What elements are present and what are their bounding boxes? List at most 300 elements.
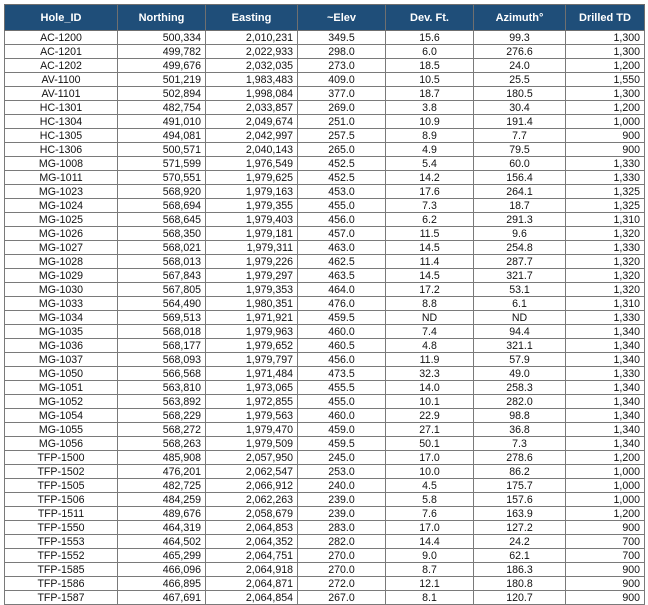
northing-cell: 567,843: [118, 269, 206, 283]
deviation-cell: 14.4: [386, 535, 474, 549]
easting-cell: 2,032,035: [206, 59, 298, 73]
hole-id-cell: MG-1036: [5, 339, 118, 353]
elevation-cell: 270.0: [298, 549, 386, 563]
table-row: [5, 31, 645, 45]
deviation-cell: 17.0: [386, 451, 474, 465]
northing-cell: 566,568: [118, 367, 206, 381]
table-row: [5, 185, 645, 199]
easting-cell: 2,064,751: [206, 549, 298, 563]
drilled-td-cell: 900: [566, 521, 645, 535]
table-row: [5, 59, 645, 73]
elevation-cell: 282.0: [298, 535, 386, 549]
easting-cell: 1,979,297: [206, 269, 298, 283]
azimuth-cell: 57.9: [474, 353, 566, 367]
azimuth-cell: 25.5: [474, 73, 566, 87]
northing-cell: 568,694: [118, 199, 206, 213]
elevation-cell: 463.0: [298, 241, 386, 255]
deviation-cell: 17.0: [386, 521, 474, 535]
easting-cell: 2,064,918: [206, 563, 298, 577]
drilled-td-cell: 1,320: [566, 283, 645, 297]
northing-cell: 568,018: [118, 325, 206, 339]
elevation-cell: 240.0: [298, 479, 386, 493]
table-row: [5, 535, 645, 549]
azimuth-cell: 79.5: [474, 143, 566, 157]
northing-cell: 568,177: [118, 339, 206, 353]
easting-cell: 2,010,231: [206, 31, 298, 45]
easting-cell: 1,979,226: [206, 255, 298, 269]
northing-cell: 571,599: [118, 157, 206, 171]
drilled-td-cell: 1,325: [566, 199, 645, 213]
hole-id-cell: AV-1101: [5, 87, 118, 101]
northing-cell: 568,272: [118, 423, 206, 437]
table-row: [5, 353, 645, 367]
elevation-cell: 459.5: [298, 437, 386, 451]
elevation-cell: 409.0: [298, 73, 386, 87]
azimuth-cell: 180.8: [474, 577, 566, 591]
table-row: [5, 423, 645, 437]
drilled-td-cell: 1,310: [566, 297, 645, 311]
easting-cell: 1,983,483: [206, 73, 298, 87]
elevation-cell: 476.0: [298, 297, 386, 311]
easting-cell: 2,033,857: [206, 101, 298, 115]
azimuth-cell: 53.1: [474, 283, 566, 297]
hole-id-cell: AV-1100: [5, 73, 118, 87]
hole-id-cell: TFP-1511: [5, 507, 118, 521]
elevation-cell: 298.0: [298, 45, 386, 59]
drilled-td-cell: 1,320: [566, 227, 645, 241]
drilled-td-cell: 1,000: [566, 465, 645, 479]
drilled-td-cell: 1,340: [566, 339, 645, 353]
easting-cell: 2,064,854: [206, 591, 298, 605]
deviation-cell: 11.4: [386, 255, 474, 269]
deviation-cell: 6.0: [386, 45, 474, 59]
elevation-cell: 455.0: [298, 395, 386, 409]
deviation-cell: 14.2: [386, 171, 474, 185]
table-row: [5, 45, 645, 59]
table-row: [5, 437, 645, 451]
deviation-cell: 10.0: [386, 465, 474, 479]
table-row: [5, 129, 645, 143]
easting-cell: 1,979,625: [206, 171, 298, 185]
drilled-td-cell: 900: [566, 129, 645, 143]
hole-id-cell: MG-1008: [5, 157, 118, 171]
elevation-cell: 251.0: [298, 115, 386, 129]
hole-id-cell: TFP-1550: [5, 521, 118, 535]
azimuth-cell: 9.6: [474, 227, 566, 241]
azimuth-cell: 254.8: [474, 241, 566, 255]
northing-cell: 484,259: [118, 493, 206, 507]
elevation-cell: 272.0: [298, 577, 386, 591]
deviation-cell: 15.6: [386, 31, 474, 45]
northing-cell: 464,502: [118, 535, 206, 549]
table-row: [5, 367, 645, 381]
table-row: [5, 311, 645, 325]
drilled-td-cell: 1,330: [566, 311, 645, 325]
hole-id-cell: MG-1056: [5, 437, 118, 451]
northing-cell: 568,263: [118, 437, 206, 451]
drilled-td-cell: 1,330: [566, 241, 645, 255]
easting-cell: 2,049,674: [206, 115, 298, 129]
azimuth-cell: 180.5: [474, 87, 566, 101]
hole-id-cell: MG-1037: [5, 353, 118, 367]
elevation-cell: 349.5: [298, 31, 386, 45]
table-row: [5, 171, 645, 185]
elevation-cell: 452.5: [298, 157, 386, 171]
table-row: [5, 297, 645, 311]
deviation-cell: 18.7: [386, 87, 474, 101]
easting-cell: 1,980,351: [206, 297, 298, 311]
table-row: [5, 325, 645, 339]
deviation-cell: 4.5: [386, 479, 474, 493]
hole-id-cell: MG-1050: [5, 367, 118, 381]
northing-cell: 482,754: [118, 101, 206, 115]
drilled-td-cell: 1,300: [566, 31, 645, 45]
drilled-td-cell: 900: [566, 143, 645, 157]
table-row: [5, 199, 645, 213]
easting-cell: 1,979,181: [206, 227, 298, 241]
easting-cell: 2,062,547: [206, 465, 298, 479]
easting-cell: 2,042,997: [206, 129, 298, 143]
hole-id-cell: TFP-1502: [5, 465, 118, 479]
elevation-cell: 462.5: [298, 255, 386, 269]
northing-cell: 494,081: [118, 129, 206, 143]
hole-id-cell: TFP-1553: [5, 535, 118, 549]
table-row: [5, 493, 645, 507]
azimuth-cell: 157.6: [474, 493, 566, 507]
hole-id-cell: AC-1200: [5, 31, 118, 45]
hole-id-cell: MG-1052: [5, 395, 118, 409]
hole-id-cell: TFP-1552: [5, 549, 118, 563]
hole-id-cell: MG-1035: [5, 325, 118, 339]
easting-cell: 2,064,853: [206, 521, 298, 535]
column-header-deviation: Dev. Ft.: [386, 5, 474, 31]
drilled-td-cell: 700: [566, 535, 645, 549]
drilled-td-cell: 1,300: [566, 45, 645, 59]
column-header-northing: Northing: [118, 5, 206, 31]
northing-cell: 466,895: [118, 577, 206, 591]
northing-cell: 568,021: [118, 241, 206, 255]
drilled-td-cell: 1,330: [566, 171, 645, 185]
easting-cell: 2,057,950: [206, 451, 298, 465]
table-row: [5, 395, 645, 409]
azimuth-cell: 60.0: [474, 157, 566, 171]
drilled-td-cell: 1,310: [566, 213, 645, 227]
table-row: [5, 87, 645, 101]
elevation-cell: 453.0: [298, 185, 386, 199]
azimuth-cell: 264.1: [474, 185, 566, 199]
elevation-cell: 455.0: [298, 199, 386, 213]
northing-cell: 563,810: [118, 381, 206, 395]
deviation-cell: 18.5: [386, 59, 474, 73]
azimuth-cell: 163.9: [474, 507, 566, 521]
hole-id-cell: MG-1034: [5, 311, 118, 325]
drilled-td-cell: 1,340: [566, 381, 645, 395]
easting-cell: 1,998,084: [206, 87, 298, 101]
northing-cell: 467,691: [118, 591, 206, 605]
deviation-cell: 10.1: [386, 395, 474, 409]
drilled-td-cell: 1,320: [566, 269, 645, 283]
drilled-td-cell: 1,340: [566, 423, 645, 437]
azimuth-cell: 276.6: [474, 45, 566, 59]
drilled-td-cell: 1,000: [566, 479, 645, 493]
azimuth-cell: 49.0: [474, 367, 566, 381]
hole-id-cell: MG-1051: [5, 381, 118, 395]
hole-id-cell: MG-1029: [5, 269, 118, 283]
table-row: [5, 563, 645, 577]
column-header-easting: Easting: [206, 5, 298, 31]
table-header-row: [5, 5, 645, 31]
elevation-cell: 459.5: [298, 311, 386, 325]
table-row: [5, 255, 645, 269]
table-row: [5, 465, 645, 479]
elevation-cell: 460.5: [298, 339, 386, 353]
azimuth-cell: 287.7: [474, 255, 566, 269]
easting-cell: 1,979,163: [206, 185, 298, 199]
table-row: [5, 143, 645, 157]
hole-id-cell: HC-1305: [5, 129, 118, 143]
northing-cell: 489,676: [118, 507, 206, 521]
deviation-cell: 5.8: [386, 493, 474, 507]
easting-cell: 2,062,263: [206, 493, 298, 507]
elevation-cell: 270.0: [298, 563, 386, 577]
azimuth-cell: ND: [474, 311, 566, 325]
hole-id-cell: MG-1024: [5, 199, 118, 213]
deviation-cell: 7.6: [386, 507, 474, 521]
northing-cell: 476,201: [118, 465, 206, 479]
elevation-cell: 459.0: [298, 423, 386, 437]
elevation-cell: 283.0: [298, 521, 386, 535]
hole-id-cell: TFP-1505: [5, 479, 118, 493]
azimuth-cell: 186.3: [474, 563, 566, 577]
column-header-drilled-td: Drilled TD: [566, 5, 645, 31]
easting-cell: 1,979,797: [206, 353, 298, 367]
hole-id-cell: AC-1202: [5, 59, 118, 73]
azimuth-cell: 175.7: [474, 479, 566, 493]
northing-cell: 465,299: [118, 549, 206, 563]
deviation-cell: 14.5: [386, 241, 474, 255]
hole-id-cell: MG-1028: [5, 255, 118, 269]
drilled-td-cell: 900: [566, 577, 645, 591]
table-row: [5, 409, 645, 423]
drilled-td-cell: 1,000: [566, 115, 645, 129]
deviation-cell: 3.8: [386, 101, 474, 115]
azimuth-cell: 7.7: [474, 129, 566, 143]
northing-cell: 500,571: [118, 143, 206, 157]
azimuth-cell: 99.3: [474, 31, 566, 45]
elevation-cell: 377.0: [298, 87, 386, 101]
deviation-cell: 7.3: [386, 199, 474, 213]
azimuth-cell: 291.3: [474, 213, 566, 227]
table-row: [5, 283, 645, 297]
hole-id-cell: MG-1026: [5, 227, 118, 241]
column-header-azimuth: Azimuth°: [474, 5, 566, 31]
azimuth-cell: 321.7: [474, 269, 566, 283]
northing-cell: 502,894: [118, 87, 206, 101]
hole-id-cell: TFP-1506: [5, 493, 118, 507]
drilled-td-cell: 1,300: [566, 87, 645, 101]
drilled-td-cell: 900: [566, 563, 645, 577]
easting-cell: 1,973,065: [206, 381, 298, 395]
easting-cell: 1,976,549: [206, 157, 298, 171]
easting-cell: 1,979,652: [206, 339, 298, 353]
elevation-cell: 269.0: [298, 101, 386, 115]
northing-cell: 567,805: [118, 283, 206, 297]
table-row: [5, 269, 645, 283]
deviation-cell: 10.9: [386, 115, 474, 129]
table-row: [5, 227, 645, 241]
deviation-cell: 27.1: [386, 423, 474, 437]
azimuth-cell: 191.4: [474, 115, 566, 129]
azimuth-cell: 278.6: [474, 451, 566, 465]
deviation-cell: 9.0: [386, 549, 474, 563]
drilled-td-cell: 1,340: [566, 353, 645, 367]
drilled-td-cell: 1,200: [566, 59, 645, 73]
deviation-cell: ND: [386, 311, 474, 325]
northing-cell: 568,645: [118, 213, 206, 227]
azimuth-cell: 94.4: [474, 325, 566, 339]
deviation-cell: 11.9: [386, 353, 474, 367]
hole-id-cell: MG-1023: [5, 185, 118, 199]
deviation-cell: 8.8: [386, 297, 474, 311]
drilled-td-cell: 1,200: [566, 507, 645, 521]
elevation-cell: 464.0: [298, 283, 386, 297]
drilled-td-cell: 1,200: [566, 101, 645, 115]
elevation-cell: 460.0: [298, 325, 386, 339]
table-row: [5, 451, 645, 465]
azimuth-cell: 282.0: [474, 395, 566, 409]
azimuth-cell: 127.2: [474, 521, 566, 535]
table-row: [5, 577, 645, 591]
elevation-cell: 452.5: [298, 171, 386, 185]
northing-cell: 569,513: [118, 311, 206, 325]
deviation-cell: 4.9: [386, 143, 474, 157]
hole-id-cell: TFP-1585: [5, 563, 118, 577]
azimuth-cell: 62.1: [474, 549, 566, 563]
hole-id-cell: MG-1025: [5, 213, 118, 227]
table-row: [5, 157, 645, 171]
hole-id-cell: MG-1030: [5, 283, 118, 297]
deviation-cell: 10.5: [386, 73, 474, 87]
column-header-elevation: ~Elev: [298, 5, 386, 31]
elevation-cell: 456.0: [298, 353, 386, 367]
elevation-cell: 239.0: [298, 493, 386, 507]
hole-id-cell: HC-1301: [5, 101, 118, 115]
azimuth-cell: 24.2: [474, 535, 566, 549]
easting-cell: 1,979,509: [206, 437, 298, 451]
azimuth-cell: 7.3: [474, 437, 566, 451]
table-row: [5, 507, 645, 521]
elevation-cell: 273.0: [298, 59, 386, 73]
azimuth-cell: 258.3: [474, 381, 566, 395]
table-row: [5, 101, 645, 115]
drilled-td-cell: 1,340: [566, 325, 645, 339]
easting-cell: 1,979,563: [206, 409, 298, 423]
easting-cell: 1,979,311: [206, 241, 298, 255]
easting-cell: 1,979,470: [206, 423, 298, 437]
easting-cell: 2,022,933: [206, 45, 298, 59]
northing-cell: 570,551: [118, 171, 206, 185]
elevation-cell: 245.0: [298, 451, 386, 465]
northing-cell: 499,676: [118, 59, 206, 73]
northing-cell: 563,892: [118, 395, 206, 409]
deviation-cell: 8.9: [386, 129, 474, 143]
table-row: [5, 115, 645, 129]
drill-hole-table: [4, 4, 645, 605]
drilled-td-cell: 900: [566, 591, 645, 605]
drilled-td-cell: 1,330: [566, 157, 645, 171]
northing-cell: 482,725: [118, 479, 206, 493]
azimuth-cell: 120.7: [474, 591, 566, 605]
hole-id-cell: MG-1055: [5, 423, 118, 437]
drilled-td-cell: 1,340: [566, 395, 645, 409]
deviation-cell: 6.2: [386, 213, 474, 227]
northing-cell: 564,490: [118, 297, 206, 311]
elevation-cell: 473.5: [298, 367, 386, 381]
easting-cell: 2,064,352: [206, 535, 298, 549]
easting-cell: 1,971,484: [206, 367, 298, 381]
hole-id-cell: MG-1054: [5, 409, 118, 423]
easting-cell: 1,979,963: [206, 325, 298, 339]
elevation-cell: 456.0: [298, 213, 386, 227]
hole-id-cell: AC-1201: [5, 45, 118, 59]
deviation-cell: 5.4: [386, 157, 474, 171]
northing-cell: 485,908: [118, 451, 206, 465]
easting-cell: 2,040,143: [206, 143, 298, 157]
elevation-cell: 457.0: [298, 227, 386, 241]
northing-cell: 568,013: [118, 255, 206, 269]
deviation-cell: 50.1: [386, 437, 474, 451]
deviation-cell: 12.1: [386, 577, 474, 591]
drilled-td-cell: 1,550: [566, 73, 645, 87]
table-row: [5, 549, 645, 563]
deviation-cell: 17.6: [386, 185, 474, 199]
drilled-td-cell: 1,320: [566, 255, 645, 269]
drilled-td-cell: 700: [566, 549, 645, 563]
deviation-cell: 4.8: [386, 339, 474, 353]
azimuth-cell: 36.8: [474, 423, 566, 437]
deviation-cell: 14.0: [386, 381, 474, 395]
elevation-cell: 463.5: [298, 269, 386, 283]
easting-cell: 1,972,855: [206, 395, 298, 409]
deviation-cell: 32.3: [386, 367, 474, 381]
northing-cell: 499,782: [118, 45, 206, 59]
table-row: [5, 339, 645, 353]
easting-cell: 2,058,679: [206, 507, 298, 521]
table-row: [5, 73, 645, 87]
drilled-td-cell: 1,325: [566, 185, 645, 199]
azimuth-cell: 86.2: [474, 465, 566, 479]
hole-id-cell: TFP-1500: [5, 451, 118, 465]
easting-cell: 2,064,871: [206, 577, 298, 591]
elevation-cell: 267.0: [298, 591, 386, 605]
hole-id-cell: HC-1304: [5, 115, 118, 129]
deviation-cell: 8.7: [386, 563, 474, 577]
hole-id-cell: MG-1027: [5, 241, 118, 255]
table-row: [5, 381, 645, 395]
easting-cell: 1,979,403: [206, 213, 298, 227]
table-body: [5, 31, 645, 605]
deviation-cell: 7.4: [386, 325, 474, 339]
azimuth-cell: 321.1: [474, 339, 566, 353]
northing-cell: 500,334: [118, 31, 206, 45]
deviation-cell: 11.5: [386, 227, 474, 241]
azimuth-cell: 6.1: [474, 297, 566, 311]
elevation-cell: 253.0: [298, 465, 386, 479]
table-row: [5, 521, 645, 535]
hole-id-cell: TFP-1586: [5, 577, 118, 591]
easting-cell: 1,979,355: [206, 199, 298, 213]
deviation-cell: 17.2: [386, 283, 474, 297]
